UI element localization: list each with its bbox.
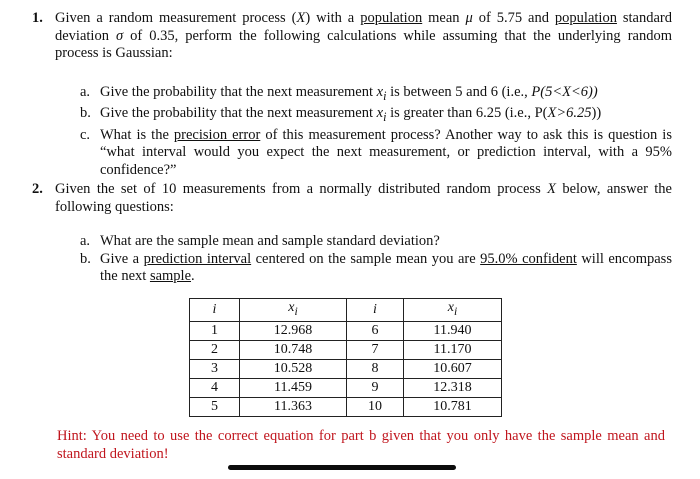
- cell: 7: [347, 340, 404, 359]
- measurements-table: [189, 298, 502, 417]
- cell: 2: [190, 340, 240, 359]
- subpart-2a: a. What are the sample mean and sample standard deviation?: [80, 233, 440, 249]
- table-row: [190, 321, 502, 340]
- cell: 1: [190, 321, 240, 340]
- cell: 10.607: [404, 359, 502, 378]
- question-1: [32, 10, 672, 63]
- population-link-2: population: [554, 10, 617, 26]
- header-xi: $x_i$: [240, 299, 347, 322]
- table-row: [190, 340, 502, 359]
- subpart-1b: b. Give the probability that the next measurement $x_i$ is greater than 6.25 (i.e., P(X>6.25)): [80, 105, 602, 125]
- table-row: [190, 397, 502, 416]
- subpart-2b: b. Give a prediction interval centered on the sample mean you are 95.0% confident will encompass the next sample.: [80, 250, 672, 284]
- question-2-number: 2.: [32, 181, 43, 197]
- question-2-text: Given the set of 10 measurements from a normally distributed random process X below, answer the following questions:: [55, 181, 672, 215]
- question-1-number: 1.: [32, 10, 43, 26]
- question-1-text: Given a random measurement process (X) with a population mean μ of 5.75 and population standard deviation σ of 0.35, perform the following calculations while assuming that the underlying random process is Gaussian:: [55, 10, 673, 61]
- subpart-1c: c. What is the precision error of this measurement process? Another way to ask this is question is “what interval would you expect the next measurement, or prediction interval, with a 95% confidence?”: [80, 126, 672, 178]
- header-i-2: i: [347, 299, 404, 322]
- precision-error-link: precision error: [173, 126, 261, 143]
- question-2: [32, 181, 672, 216]
- cell: 10: [347, 397, 404, 416]
- cell: 11.459: [240, 378, 347, 397]
- cell: 10.781: [404, 397, 502, 416]
- cell: 12.318: [404, 378, 502, 397]
- cell: 8: [347, 359, 404, 378]
- cell: 10.748: [240, 340, 347, 359]
- cell: 10.528: [240, 359, 347, 378]
- cell: 11.170: [404, 340, 502, 359]
- population-link: population: [360, 10, 423, 26]
- subpart-1a: a. Give the probability that the next measurement $x_i$ is between 5 and 6 (i.e., P(5<X<6)): [80, 84, 598, 103]
- table-header-row: [190, 299, 502, 322]
- cell: 6: [347, 321, 404, 340]
- table-row: [190, 359, 502, 378]
- header-i: i: [190, 299, 240, 322]
- cell: 11.363: [240, 397, 347, 416]
- question-1-subparts: [80, 84, 672, 179]
- cell: 12.968: [240, 321, 347, 340]
- cell: 9: [347, 378, 404, 397]
- cell: 3: [190, 359, 240, 378]
- cell: 5: [190, 397, 240, 416]
- confidence-link: 95.0% confident: [480, 250, 577, 267]
- prediction-interval-link: prediction interval: [143, 250, 252, 267]
- cell: 11.940: [404, 321, 502, 340]
- cell: 4: [190, 378, 240, 397]
- header-xi-2: $x_i$: [404, 299, 502, 322]
- home-indicator[interactable]: [228, 465, 456, 470]
- hint-text: Hint: You need to use the correct equation for part b given that you only have the sample mean and standard deviation!: [57, 428, 665, 462]
- question-2-subparts: [80, 233, 672, 286]
- sample-link: sample: [149, 268, 192, 284]
- table-row: [190, 378, 502, 397]
